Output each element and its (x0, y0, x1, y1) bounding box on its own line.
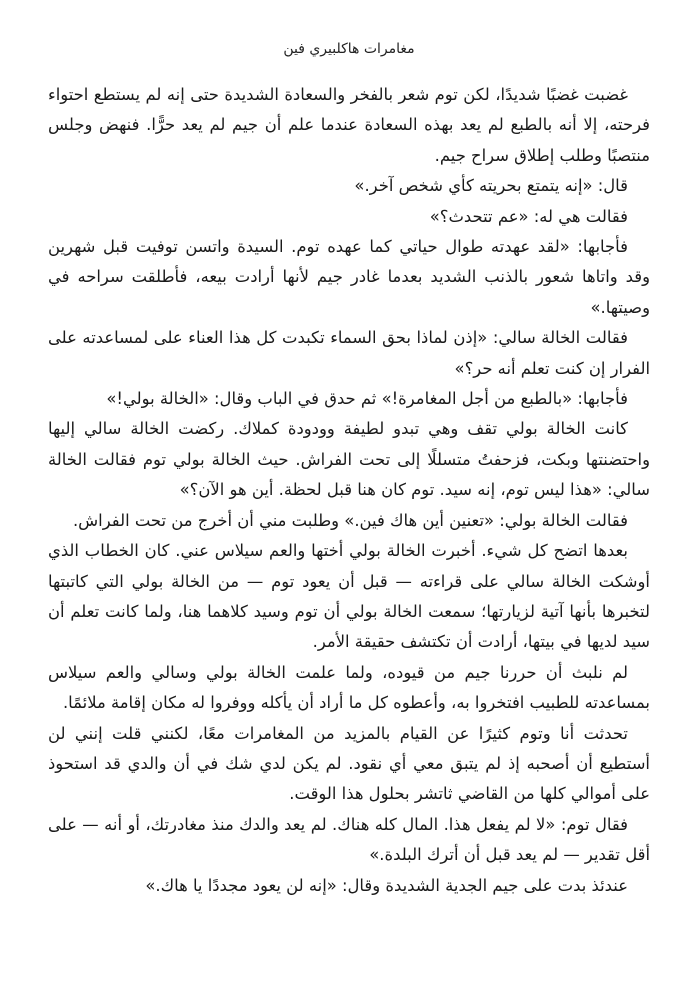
paragraph: لم نلبث أن حررنا جيم من قيوده، ولما علمت الخالة بولي وسالي والعم سيلاس بمساعدته للطبيب افتخروا به، وأعطوه كل ما أراد أن يأكله ووفروا له مكان إقامة ملائمًا. (48, 662, 650, 713)
paragraph: كانت الخالة بولي تقف وهي تبدو لطيفة وودودة كملاك. ركضت الخالة سالي إليها واحتضنتها وبكت، فزحفتُ متسللًا إلى تحت الفراش. حيث الخالة بولي توم فقالت الخالة سالي: «هذا ليس توم، إنه سيد. توم كان هنا قبل لحظة. أين هو الآن؟» (48, 419, 650, 500)
paragraph: تحدثت أنا وتوم كثيرًا عن القيام بالمزيد من المغامرات معًا، لكنني قلت إنني لن أستطيع أن أصحبه إذ لم يتبق معي أي نقود. لم يكن لدي شك في أن والدي قد استحوذ على أموالي كلها من القاضي ثاتشر بحلول هذا الوقت. (48, 723, 650, 804)
paragraph: عندئذ بدت على جيم الجدية الشديدة وقال: «إنه لن يعود مجددًا يا هاك.» (145, 875, 628, 895)
running-header-title: مغامرات هاكلبيري فين (283, 41, 415, 57)
paragraph: فأجابها: «بالطبع من أجل المغامرة!» ثم حدق في الباب وقال: «الخالة بولي!» (106, 389, 628, 409)
paragraph: فقالت الخالة سالي: «إذن لماذا بحق السماء تكبدت كل هذا العناء على لمساعدته على الفرار إن كنت تعلم أنه حر؟» (48, 328, 650, 378)
paragraph: غضبت غضبًا شديدًا، لكن توم شعر بالفخر والسعادة الشديدة حتى إنه لم يستطع احتواء فرحته، إلا أنه بالطبع لم يعد بهذه السعادة عندما علم أن جيم لم يعد حرًّا. فنهض وجلس منتصبًا وطلب إطلاق سراح جيم. (48, 85, 650, 165)
body-text (48, 80, 650, 901)
paragraph: فقال توم: «لا لم يفعل هذا. المال كله هناك. لم يعد والدك منذ مغادرتك، أو أنه — على أقل تقدير — لم يعد قبل أن أترك البلدة.» (48, 814, 650, 865)
paragraph: قال: «إنه يتمتع بحريته كأي شخص آخر.» (354, 176, 628, 196)
paragraph: فأجابها: «لقد عهدته طوال حياتي كما عهده توم. السيدة واتسن توفيت قبل شهرين وقد واتاها شعور بالذنب الشديد بعدما غادر جيم لأنها أرادت بيعه، فأطلقت سراحه في وصيتها.» (48, 237, 650, 317)
paragraph: بعدها اتضح كل شيء. أخبرت الخالة بولي أختها والعم سيلاس عني. كان الخطاب الذي أوشكت الخالة سالي على قراءته — قبل أن يعود توم — من الخالة بولي التي كاتبتها لتخبرها بأنها آتية لزيارتها؛ سمعت الخالة بولي أن توم وسيد كلاهما هنا، ولما كانت تعلم أن سيد لديها في بيتها، أرادت أن تكتشف حقيقة الأمر. (48, 541, 650, 652)
paragraph: فقالت الخالة بولي: «تعنين أين هاك فين.» وطلبت مني أن أخرج من تحت الفراش. (72, 510, 628, 530)
paragraph: فقالت هي له: «عم تتحدث؟» (429, 206, 628, 226)
